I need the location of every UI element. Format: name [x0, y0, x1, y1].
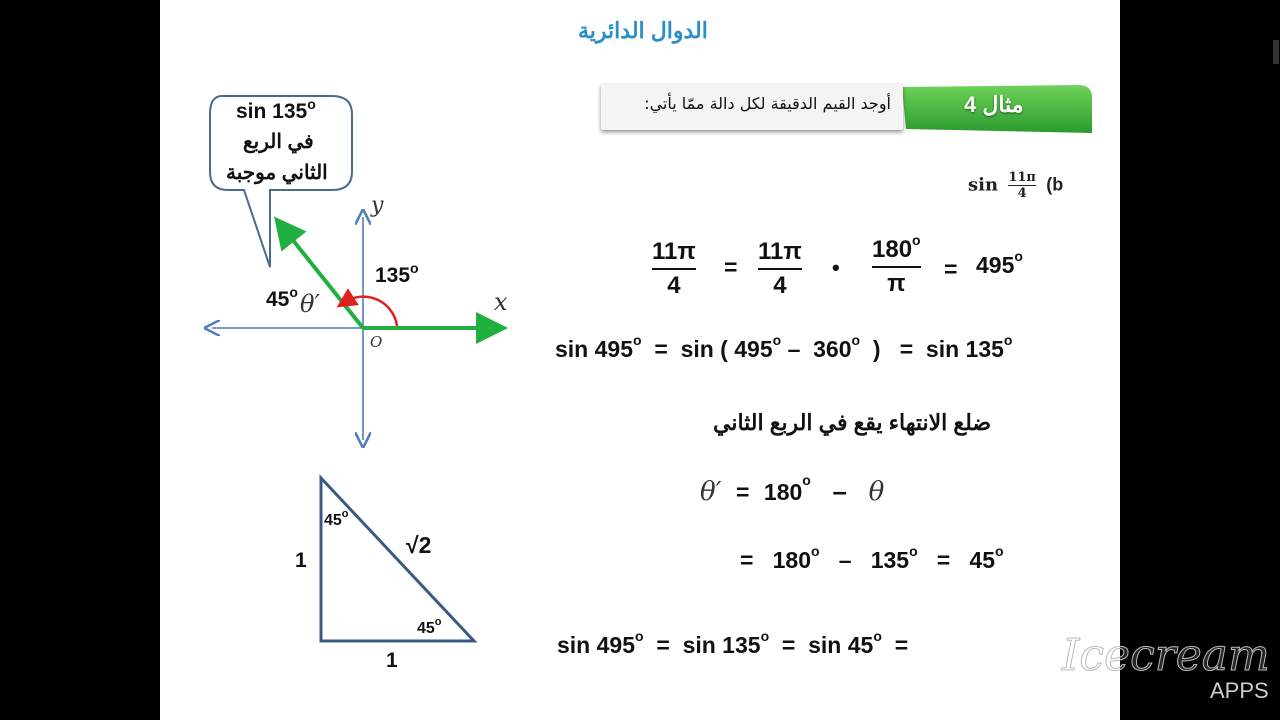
y-axis-label: y: [371, 193, 384, 218]
angle-label: 135$^o$: [375, 260, 419, 287]
triangle-leg-bottom: 1: [386, 649, 398, 672]
step1-frac3: 180$^o$ π: [872, 232, 921, 297]
instruction-text: أوجد القيم الدقيقة لكل دالة ممّا يأتي:: [644, 94, 891, 113]
terminal-side: [284, 229, 363, 328]
callout-line3: الثاني موجبة: [226, 162, 328, 184]
problem-fraction: [1008, 170, 1036, 201]
unit-circle-diagram: [200, 195, 520, 455]
scrollbar-track[interactable]: [1272, 0, 1280, 720]
watermark-brand: Icecream: [1062, 630, 1270, 681]
step1-frac1: 11π 4: [652, 238, 696, 299]
step6-line: sin 495$^o$ = sin 135$^o$ = sin 45$^o$ =: [557, 628, 909, 658]
callout-line1: sin 135$^o$: [236, 96, 316, 123]
step5-line: = 180$^o$ – 135$^o$ = 45$^o$: [740, 543, 1004, 573]
step1-dot: •: [832, 255, 840, 280]
step1-frac2: 11π 4: [758, 238, 802, 299]
problem-num: 11π: [1008, 170, 1036, 185]
x-axis-label: x: [494, 288, 508, 316]
instruction-box: [601, 84, 903, 130]
problem-b: [968, 170, 1063, 201]
callout-line2: في الربع: [243, 131, 314, 153]
problem-label: (b: [1046, 174, 1064, 195]
page-title: الدوال الدائرية: [578, 18, 708, 43]
example-label: مثال 4: [964, 92, 1024, 117]
triangle-leg-left: 1: [295, 549, 307, 572]
problem-func: sin: [968, 174, 999, 196]
origin-label: O: [370, 333, 383, 351]
angle-arc: [345, 297, 397, 326]
step3-text: ضلع الانتهاء يقع في الربع الثاني: [713, 410, 992, 435]
step4-line: θ′ = 180$^o$ – θ: [700, 472, 885, 507]
special-triangle: [310, 470, 490, 650]
watermark-sub: APPS: [1210, 678, 1269, 703]
step2-line: sin 495$^o$ = sin ( 495$^o$ – 360$^o$ ) = sin 135$^o$: [555, 332, 1013, 362]
triangle-angle-top: 45$^o$: [324, 508, 349, 529]
ref-angle-label: 45$^o$: [266, 284, 298, 311]
step1-eq1: =: [724, 254, 738, 280]
right-black-area: [1120, 0, 1280, 720]
problem-den: 4: [1017, 186, 1027, 201]
step1-eq2: =: [944, 256, 958, 282]
triangle-angle-bottom: 45$^o$: [417, 616, 442, 637]
triangle-hypotenuse: √2: [406, 532, 432, 558]
theta-prime-label: θ′: [300, 290, 320, 318]
step1-result: 495$^o$: [976, 248, 1023, 278]
